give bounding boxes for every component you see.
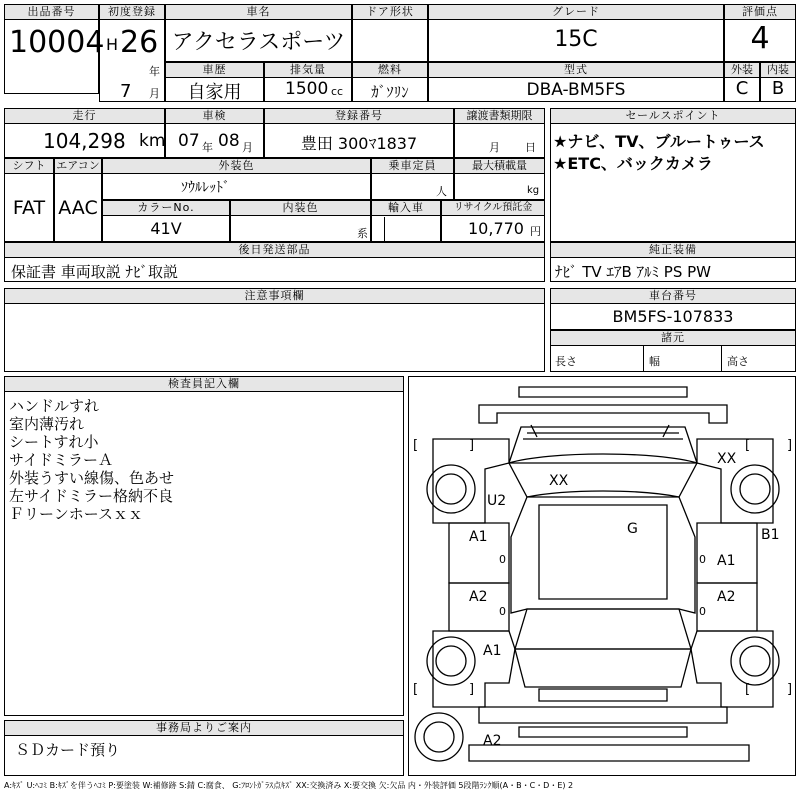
mileage-box <box>4 108 165 158</box>
inspection-year-unit: 年 <box>202 141 213 154</box>
inspector-line: 左サイドミラー格納不良 <box>9 487 173 505</box>
load-label: 最大積載量 <box>455 159 544 174</box>
pillar-mark: 0 <box>499 553 506 566</box>
notes-label: 注意事項欄 <box>5 289 544 304</box>
inspection-year: 07 <box>178 131 200 151</box>
transfer-box <box>454 108 545 158</box>
import-box <box>371 200 441 242</box>
score-label: 評価点 <box>725 5 795 20</box>
legend-text: A:ｷｽﾞ U:ﾍｺﾐ B:ｷｽﾞを伴うﾍｺﾐ P:要塗装 W:補修跡 S:錆 C:腐食、 G:ﾌﾛﾝﾄｶﾞﾗｽ点ｷｽﾞ XX:交換済み X:要交換 欠:欠品 内・外装評価 5段階ﾗﾝｸ順(A・B・C・D・E) 2 <box>4 781 574 790</box>
later-parts-value: 保証書 車両取説 ﾅﾋﾞ取説 <box>11 263 179 281</box>
office-label: 事務局よりご案内 <box>5 721 403 736</box>
sales-point-box <box>550 108 796 242</box>
spec-box <box>550 330 796 372</box>
damage-mark: XX <box>717 451 737 467</box>
load-box <box>454 158 545 200</box>
color-no-label: カラーNo. <box>103 201 229 216</box>
damage-mark: A1 <box>469 529 488 545</box>
history-label: 車歴 <box>166 63 263 78</box>
chassis-box <box>550 288 796 330</box>
interior-color-label: 内装色 <box>231 201 370 216</box>
genuine-label: 純正装備 <box>551 243 795 258</box>
reg-month-unit: 月 <box>149 87 160 100</box>
pillar-mark: 0 <box>699 605 706 618</box>
name-label: 車名 <box>166 5 351 20</box>
spec-label: 諸元 <box>551 331 795 346</box>
transfer-day-unit: 日 <box>525 141 536 154</box>
damage-mark: A2 <box>483 733 502 749</box>
chassis-label: 車台番号 <box>551 289 795 304</box>
spec-width-label: 幅 <box>649 355 660 368</box>
damage-mark: B1 <box>761 527 780 543</box>
shift-box <box>4 158 54 242</box>
inspection-month: 08 <box>218 131 240 151</box>
wheel-icon <box>427 465 475 513</box>
reg-year-unit: 年 <box>149 65 160 78</box>
wheel-icon <box>415 713 463 761</box>
inspector-line: ハンドルすれ <box>9 397 100 415</box>
wheel-icon <box>731 465 779 513</box>
damage-mark: XX <box>549 473 569 489</box>
bracket-mark: ] <box>469 438 475 453</box>
mileage-unit: km <box>139 131 166 151</box>
interior-label: 内装 <box>761 63 795 78</box>
name-box <box>165 4 352 62</box>
later-parts-label: 後日発送部品 <box>5 243 544 258</box>
color-no-box <box>102 200 230 242</box>
model-label: 型式 <box>429 63 723 78</box>
mileage-value: 104,298 <box>43 129 126 153</box>
bracket-mark: [ <box>745 682 751 697</box>
spec-height-label: 高さ <box>727 355 749 368</box>
mileage-label: 走行 <box>5 109 164 124</box>
inspector-box <box>4 376 404 716</box>
recycle-value: 10,770 <box>468 219 524 238</box>
inspector-line: サイドミラーＡ <box>9 451 113 469</box>
door-label: ドア形状 <box>353 5 427 20</box>
fuel-label: 燃料 <box>353 63 427 78</box>
genuine-value: ﾅﾋﾞ TV ｴｱB ｱﾙﾐ PS PW <box>555 263 711 281</box>
import-label: 輸入車 <box>372 201 440 216</box>
wheel-icon <box>731 637 779 685</box>
color-no-value: 41V <box>150 219 182 238</box>
lot-label: 出品番号 <box>5 5 98 20</box>
interior-color-unit: 系 <box>357 227 368 240</box>
transfer-month-unit: 月 <box>489 141 500 154</box>
model-value: DBA-BM5FS <box>526 80 626 100</box>
interior-color-box <box>230 200 371 242</box>
displacement-value: 1500 <box>285 79 329 99</box>
load-unit: kg <box>527 185 540 196</box>
reg-month: 7 <box>120 81 132 102</box>
pillar-mark: 0 <box>499 605 506 618</box>
capacity-label: 乗車定員 <box>372 159 453 174</box>
damage-mark: A2 <box>469 589 488 605</box>
damage-mark: A2 <box>717 589 736 605</box>
sales-point-label: セールスポイント <box>551 109 795 124</box>
shift-value: FAT <box>12 197 46 219</box>
damage-mark: G <box>627 521 638 537</box>
chassis-value: BM5FS-107833 <box>612 307 734 326</box>
reg-no-value: 豊田 300ﾏ1837 <box>300 134 418 153</box>
history-box <box>165 62 264 102</box>
interior-box <box>760 62 796 102</box>
first-reg-label: 初度登録 <box>100 5 164 20</box>
inspector-label: 検査員記入欄 <box>5 377 403 392</box>
recycle-label: リサイクル預託金 <box>442 201 544 216</box>
capacity-box <box>371 158 454 200</box>
aircon-label: エアコン <box>56 159 100 172</box>
exterior-value: C <box>735 78 749 99</box>
capacity-unit: 人 <box>436 185 447 198</box>
inspection-label: 車検 <box>166 109 263 124</box>
office-box <box>4 720 404 776</box>
car-diagram <box>408 376 796 776</box>
fuel-value: ｶﾞｿﾘﾝ <box>371 83 409 101</box>
spec-length-label: 長さ <box>555 355 577 368</box>
sales-point-2: ★ETC、バックカメラ <box>553 154 713 173</box>
lot-box <box>4 4 105 94</box>
exterior-box <box>724 62 760 102</box>
wheel-icon <box>427 637 475 685</box>
bracket-mark: ] <box>787 682 793 697</box>
aircon-value: AAC <box>58 197 98 219</box>
displacement-unit: cc <box>331 85 344 98</box>
era: H <box>106 35 119 54</box>
reg-year: 26 <box>120 25 159 60</box>
displacement-box <box>264 62 352 102</box>
first-reg-box <box>99 4 165 102</box>
office-text: ＳＤカード預り <box>15 741 121 759</box>
car-name: アクセラスポーツ <box>171 30 346 55</box>
bracket-mark: [ <box>745 438 751 453</box>
displacement-label: 排気量 <box>265 63 351 78</box>
recycle-box <box>441 200 545 242</box>
genuine-box <box>550 242 796 282</box>
bracket-mark: [ <box>413 438 419 453</box>
color-box <box>102 158 371 200</box>
reg-no-box <box>264 108 454 158</box>
inspector-line: シートすれ小 <box>9 433 99 451</box>
bracket-mark: [ <box>413 682 419 697</box>
recycle-unit: 円 <box>530 225 541 238</box>
transfer-label: 譲渡書類期限 <box>455 109 544 124</box>
bracket-mark: ] <box>787 438 793 453</box>
grade-value: 15C <box>554 27 598 52</box>
exterior-label: 外装 <box>725 63 759 78</box>
inspector-line: Ｆリーンホースｘｘ <box>9 505 143 523</box>
notes-box <box>4 288 545 372</box>
later-parts-box <box>4 242 545 282</box>
inspector-line: 室内薄汚れ <box>9 415 85 433</box>
color-value: ｿｳﾙﾚｯﾄﾞ <box>181 180 230 196</box>
shift-label: シフト <box>5 159 53 174</box>
door-box <box>352 4 428 62</box>
score-value: 4 <box>750 21 770 56</box>
pillar-mark: 0 <box>699 553 706 566</box>
reg-no-label: 登録番号 <box>265 109 453 124</box>
damage-mark: U2 <box>487 493 507 509</box>
interior-value: B <box>771 78 785 99</box>
inspection-month-unit: 月 <box>242 141 253 154</box>
inspection-box <box>165 108 264 158</box>
lot-number: 10004 <box>9 25 105 60</box>
bracket-mark: ] <box>469 682 475 697</box>
fuel-box <box>352 62 428 102</box>
score-box <box>724 4 796 62</box>
color-label: 外装色 <box>103 159 370 174</box>
car-diagram-svg <box>409 377 795 775</box>
model-box <box>428 62 724 102</box>
damage-mark: A1 <box>483 643 502 659</box>
inspector-line: 外装うすい線傷、色あせ <box>9 469 175 487</box>
grade-label: グレード <box>429 5 723 20</box>
aircon-box <box>54 158 102 242</box>
damage-mark: A1 <box>717 553 736 569</box>
sales-point-1: ★ナビ、TV、ブルートゥース <box>553 132 765 151</box>
history-value: 自家用 <box>187 82 242 103</box>
grade-box <box>428 4 724 62</box>
